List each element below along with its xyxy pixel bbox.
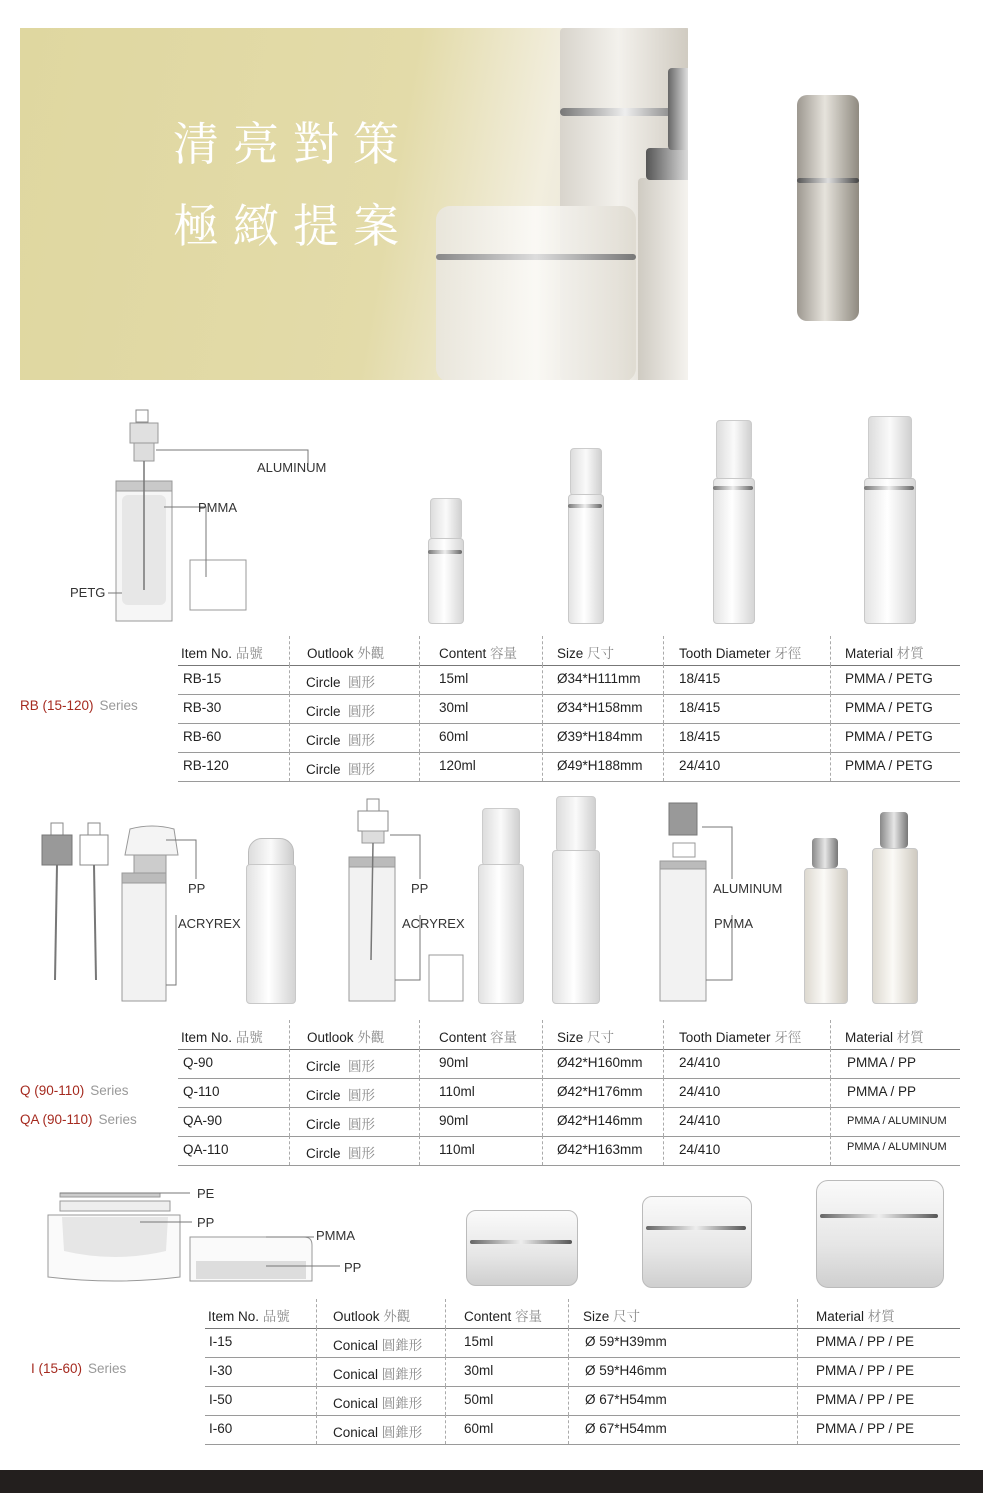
table-row: RB-15 Circle 圓形 15ml Ø34*H111mm 18/415 PMMA / PETG xyxy=(178,665,960,695)
label-pp-3: PP xyxy=(197,1215,215,1230)
i-spec-table xyxy=(205,1299,960,1445)
hero-banner xyxy=(20,28,688,380)
hero-pump-head xyxy=(668,68,688,150)
pump-tip xyxy=(136,410,148,422)
i-30-jar xyxy=(642,1196,752,1288)
label-pp-2: PP xyxy=(411,881,429,896)
pump-actuator xyxy=(130,423,158,443)
table-row: RB-120 Circle 圓形 120ml Ø49*H188mm 24/410 PMMA / PETG xyxy=(178,752,960,782)
qa-110-cap-bottle xyxy=(804,838,846,1002)
q-component-diagram xyxy=(30,795,790,1005)
series-i: I (15-60) Series xyxy=(31,1361,127,1376)
rb-60-bottle xyxy=(713,420,753,622)
i-15-jar xyxy=(466,1210,578,1286)
hero-title-line2: 極緻提案 xyxy=(173,199,413,253)
pump-neck xyxy=(134,443,154,461)
series-qa: QA (90-110) Series xyxy=(20,1112,137,1127)
table-header-row: Item No. 品號 Outlook 外觀 Content 容量 Size 尺寸 Tooth Diameter 牙徑 Material 材質 xyxy=(178,636,960,666)
label-pmma-2: PMMA xyxy=(714,916,753,931)
table-row: Q-90 Circle 圓形 90ml Ø42*H160mm 24/410 PMMA / PP xyxy=(178,1049,960,1079)
label-pmma-3: PMMA xyxy=(316,1228,355,1243)
table-row: I-30 Conical 圓錐形 30ml Ø 59*H46mm PMMA / PP / PE xyxy=(205,1357,960,1387)
series-q: Q (90-110) Series xyxy=(20,1083,129,1098)
label-acryrex-2: ACRYREX xyxy=(402,916,465,931)
label-aluminum-2: ALUMINUM xyxy=(713,881,783,896)
q-spec-table xyxy=(178,1020,960,1166)
qa-110-tall-cap-bottle xyxy=(872,812,916,1002)
label-petg: PETG xyxy=(70,585,106,600)
hero-jar xyxy=(436,206,636,380)
q-90-flip-bottle xyxy=(246,838,294,1002)
label-pp-4: PP xyxy=(344,1260,362,1275)
hero-pump-collar xyxy=(646,148,688,180)
i-15-jar-band xyxy=(470,1240,572,1244)
hero-title-line1: 清亮對策 xyxy=(173,117,413,171)
table-header-row: Item No. 品號 Outlook 外觀 Content 容量 Size 尺寸 Tooth Diameter 牙徑 Material 材質 xyxy=(178,1020,960,1050)
series-rb: RB (15-120) Series xyxy=(20,698,138,713)
rb-15-bottle xyxy=(428,498,462,622)
table-row: RB-30 Circle 圓形 30ml Ø34*H158mm 18/415 PMMA / PETG xyxy=(178,694,960,724)
hero-pump-bottle xyxy=(638,178,688,380)
i-60-jar-band xyxy=(820,1214,938,1218)
qa-90-pump-bottle xyxy=(552,796,598,1002)
hero-jar-band xyxy=(436,254,636,260)
table-header-row: Item No. 品號 Outlook 外觀 Content 容量 Size 尺寸 Material 材質 xyxy=(205,1299,960,1329)
q-110-pump-bottle xyxy=(478,808,522,1002)
label-acryrex-1: ACRYREX xyxy=(178,916,241,931)
overcap-outline xyxy=(190,560,246,610)
i-30-jar-band xyxy=(646,1226,746,1230)
rb-120-bottle xyxy=(864,416,914,622)
table-row: I-50 Conical 圓錐形 50ml Ø 67*H54mm PMMA / PP / PE xyxy=(205,1386,960,1416)
table-row: I-15 Conical 圓錐形 15ml Ø 59*H39mm PMMA / PP / PE xyxy=(205,1328,960,1358)
rb-30-bottle xyxy=(568,448,602,622)
rb-spec-table xyxy=(178,636,960,782)
i-60-jar xyxy=(816,1180,944,1288)
table-row: QA-90 Circle 圓形 90ml Ø42*H146mm 24/410 PMMA / ALUMINUM xyxy=(178,1107,960,1137)
table-row: Q-110 Circle 圓形 110ml Ø42*H176mm 24/410 PMMA / PP xyxy=(178,1078,960,1108)
label-aluminum: ALUMINUM xyxy=(257,460,327,475)
label-pe: PE xyxy=(197,1186,215,1201)
table-row: I-60 Conical 圓錐形 60ml Ø 67*H54mm PMMA / PP / PE xyxy=(205,1415,960,1445)
hero-small-bottle xyxy=(797,95,859,321)
label-pp-1: PP xyxy=(188,881,206,896)
hero-small-bottle-band xyxy=(797,178,859,183)
table-row: QA-110 Circle 圓形 110ml Ø42*H163mm 24/410 PMMA / ALUMINUM xyxy=(178,1136,960,1166)
table-row: RB-60 Circle 圓形 60ml Ø39*H184mm 18/415 PMMA / PETG xyxy=(178,723,960,753)
label-pmma: PMMA xyxy=(198,500,237,515)
footer-bar xyxy=(0,1470,983,1493)
